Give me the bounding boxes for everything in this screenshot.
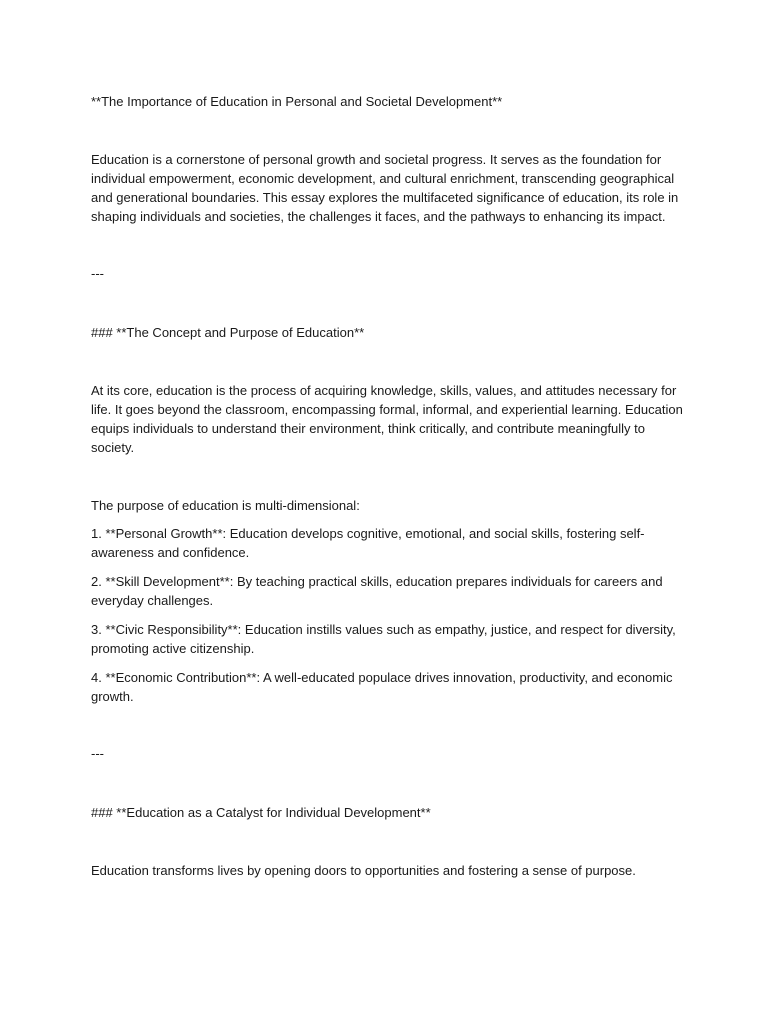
purpose-intro: The purpose of education is multi-dimensional: [91, 498, 360, 513]
paragraph-line: equips individuals to understand their environment, think critically, and contribute meaningfully to [91, 421, 646, 436]
paragraph-line: individual empowerment, economic development, and cultural enrichment, transcending geographical [91, 171, 675, 186]
list-item-line: promoting active citizenship. [91, 641, 255, 656]
paragraph-line: life. It goes beyond the classroom, encompassing formal, informal, and experiential learning. Education [91, 402, 683, 417]
paragraph-line: At its core, education is the process of acquiring knowledge, skills, values, and attitudes necessary for [91, 383, 677, 398]
list-item-line: awareness and confidence. [91, 545, 250, 560]
section-heading: ### **Education as a Catalyst for Individual Development** [91, 805, 431, 820]
list-item-line: 3. **Civic Responsibility**: Education instills values such as empathy, justice, and respect for diversity, [91, 622, 676, 637]
paragraph-line: and generational boundaries. This essay explores the multifaceted significance of education, its role in [91, 190, 679, 205]
closing-paragraph: Education transforms lives by opening doors to opportunities and fostering a sense of purpose. [91, 863, 636, 878]
document-title: **The Importance of Education in Personal and Societal Development** [91, 94, 503, 109]
separator: --- [91, 266, 104, 281]
paragraph-line: Education is a cornerstone of personal growth and societal progress. It serves as the foundation for [91, 152, 662, 167]
separator: --- [91, 746, 104, 761]
list-item-line: 4. **Economic Contribution**: A well-educated populace drives innovation, productivity, and economic [91, 670, 673, 685]
list-item-line: growth. [91, 689, 134, 704]
list-item-line: everyday challenges. [91, 593, 214, 608]
paragraph-line: shaping individuals and societies, the challenges it faces, and the pathways to enhancing its impact. [91, 209, 666, 224]
list-item-line: 1. **Personal Growth**: Education develops cognitive, emotional, and social skills, fostering self- [91, 526, 645, 541]
list-item-line: 2. **Skill Development**: By teaching practical skills, education prepares individuals for careers and [91, 574, 663, 589]
section-heading: ### **The Concept and Purpose of Education** [91, 325, 365, 340]
paragraph-line: society. [91, 440, 135, 455]
